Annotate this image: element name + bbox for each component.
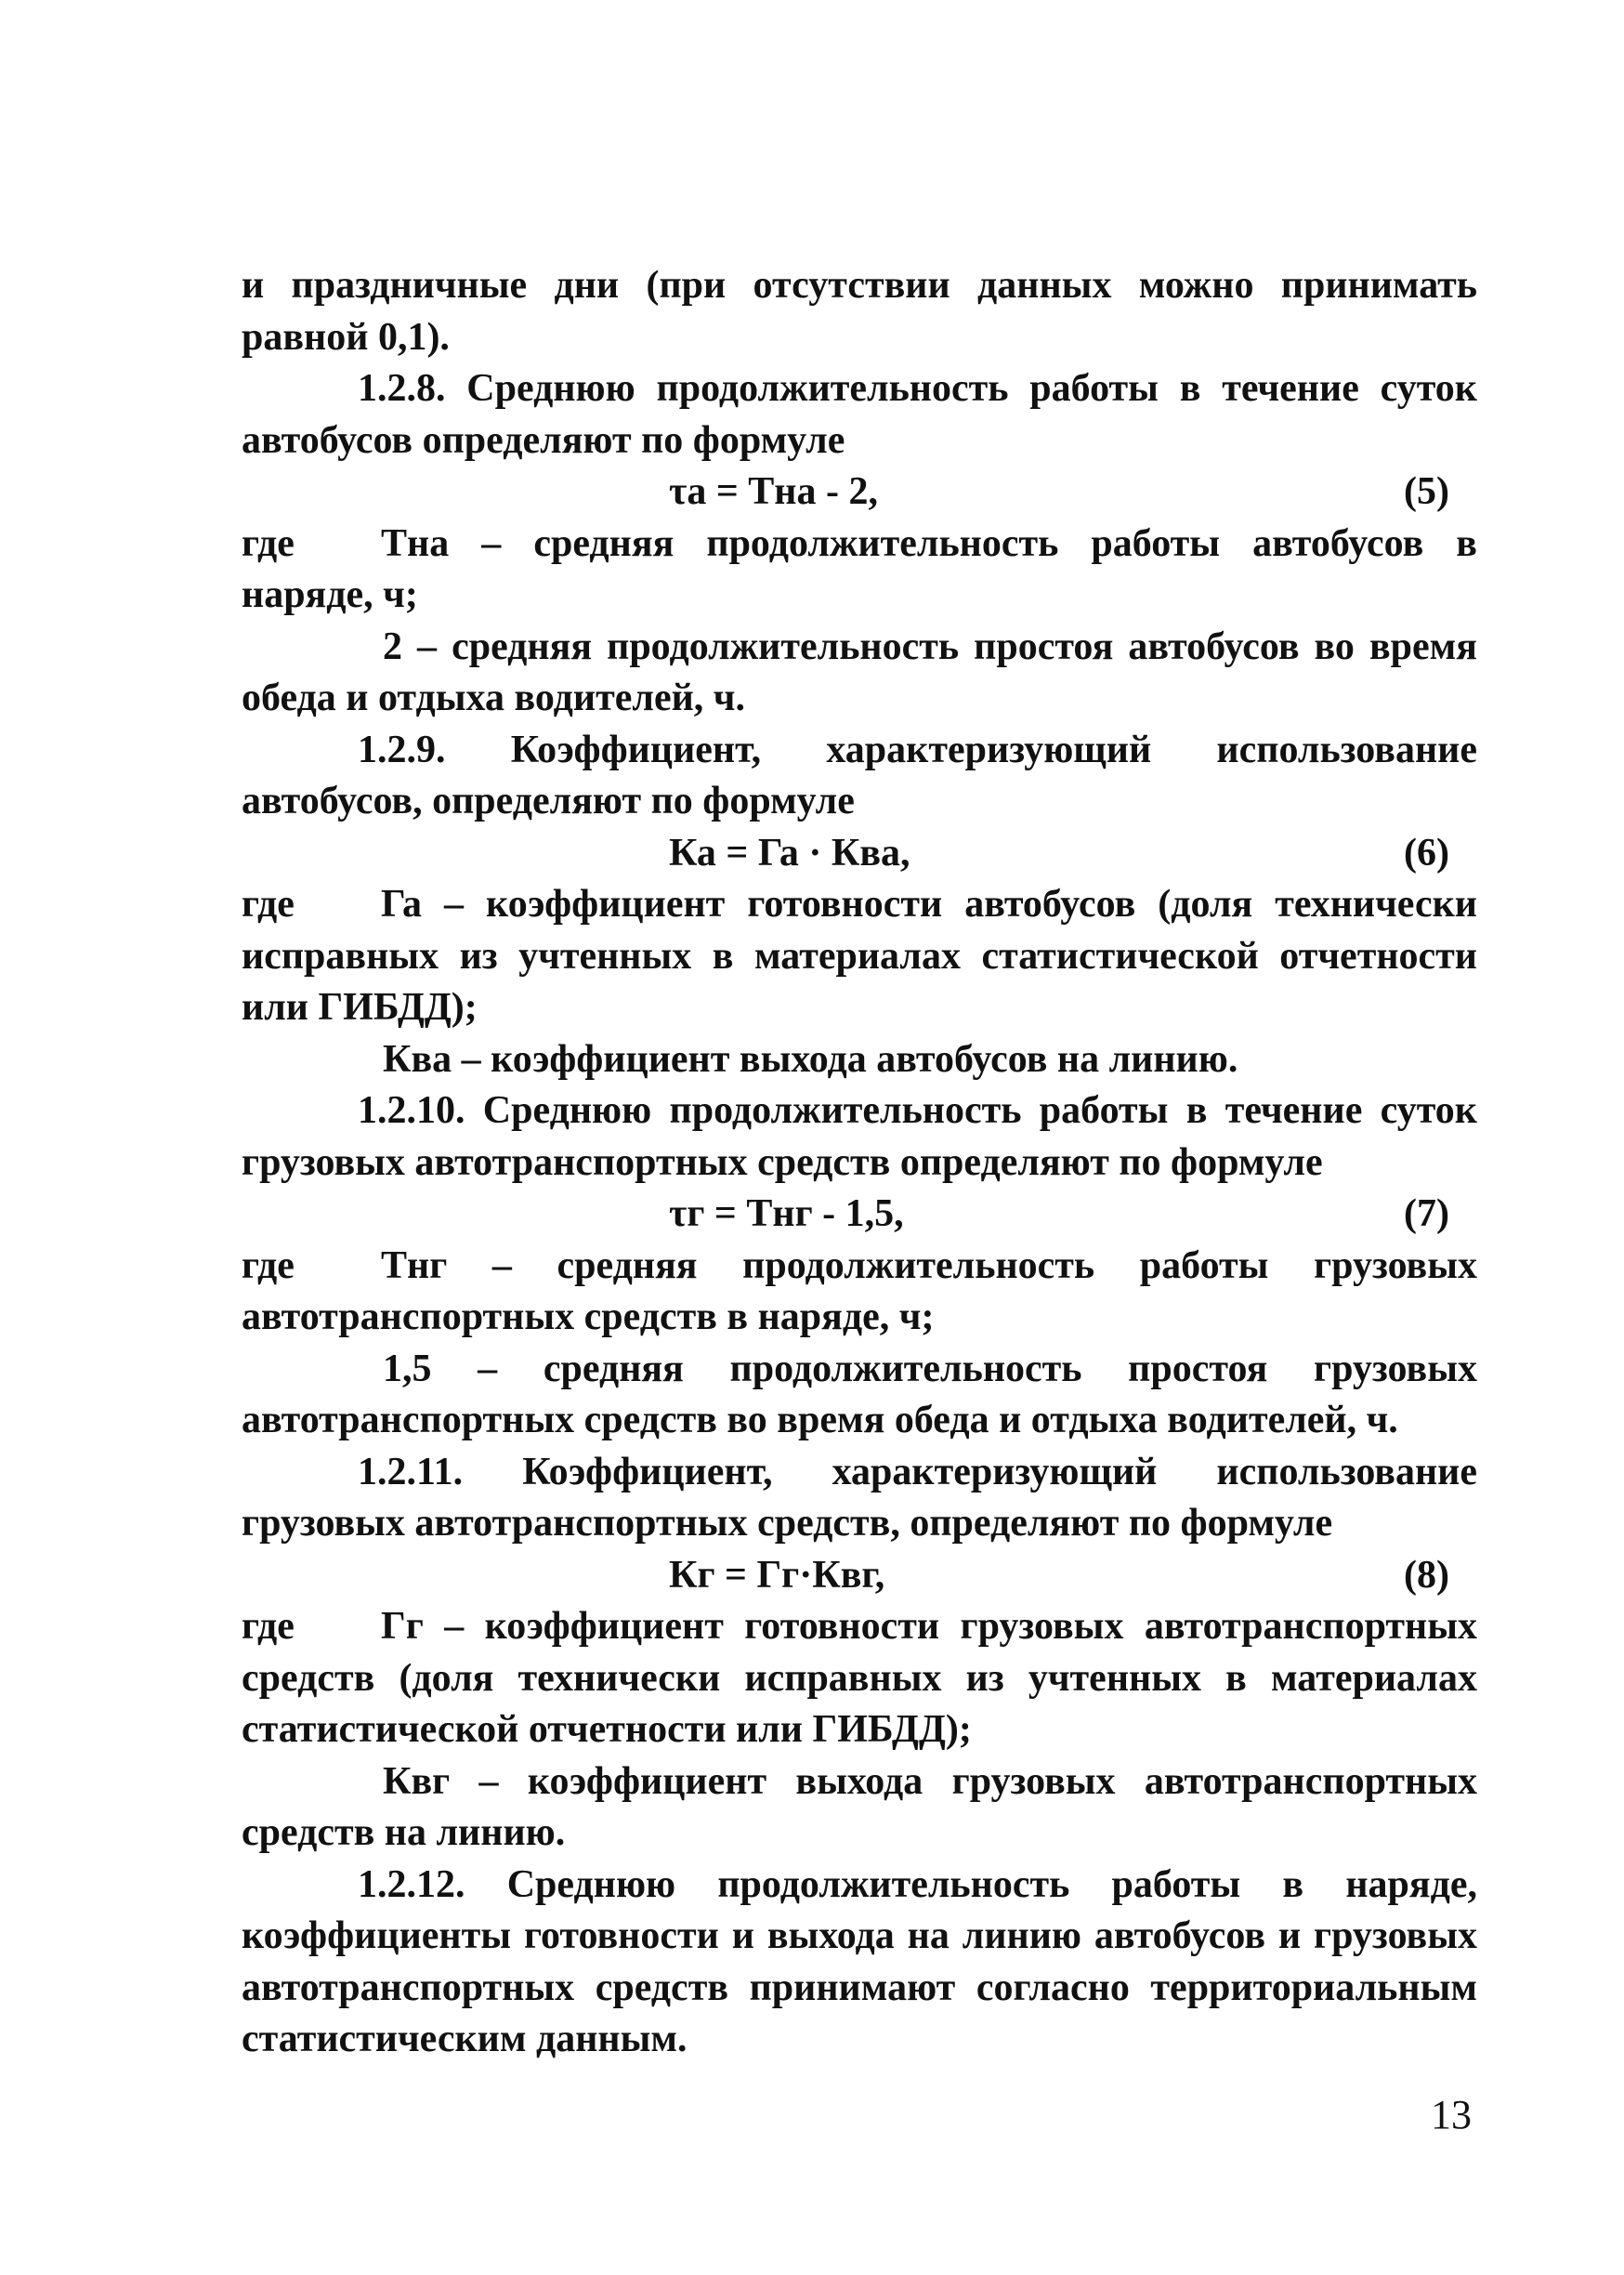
where-keyword: где xyxy=(242,521,295,565)
formula-8 xyxy=(242,1550,1477,1602)
section-1-2-10 xyxy=(242,1085,1477,1189)
text-line: автотранспортных средств в наряде, ч; xyxy=(242,1295,935,1338)
formula-number: (5) xyxy=(1404,470,1449,513)
text-line: средств на линию. xyxy=(242,1811,566,1854)
where-keyword: где xyxy=(242,1605,295,1648)
text-line: или ГИБДД); xyxy=(242,986,478,1029)
text-line: автобусов, определяют по формуле xyxy=(242,780,855,822)
section-1-2-11 xyxy=(242,1447,1477,1550)
text-line: 1.2.10. Среднюю продолжительность работы в течение суток xyxy=(358,1089,1477,1132)
text-line: автобусов определяют по формуле xyxy=(242,418,845,462)
text-line: 1.2.9. Коэффициент, характеризующий использование xyxy=(358,728,1477,771)
text-line: 2 – средняя продолжительность простоя автобусов во время xyxy=(383,625,1477,668)
text-line: грузовых автотранспортных средств, определяют по формуле xyxy=(242,1502,1333,1545)
paragraph-continuation xyxy=(242,260,1477,363)
where-keyword: где xyxy=(242,1243,295,1287)
formula-number: (6) xyxy=(1404,831,1449,874)
section-1-2-9 xyxy=(242,725,1477,828)
text-line: обеда и отдыха водителей, ч. xyxy=(242,677,745,719)
formula-expression: Ка = Га · Ква, xyxy=(669,831,910,874)
page-number: 13 xyxy=(1431,2092,1472,2137)
text-line: Квг – коэффициент выхода грузовых автотранспортных xyxy=(383,1759,1477,1803)
text-line: статистическим данным. xyxy=(242,2018,688,2060)
text-line: 1,5 – средняя продолжительность простоя грузовых xyxy=(383,1347,1477,1390)
formula-6 xyxy=(242,828,1477,880)
where-clause-8 xyxy=(242,1601,1477,1653)
text-line: и праздничные дни (при отсутствии данных можно принимать xyxy=(242,264,1477,307)
where-clause-6 xyxy=(242,879,1477,931)
text-line: Гг – коэффициент готовности грузовых автотранспортных xyxy=(381,1605,1477,1648)
text-line: статистической отчетности или ГИБДД); xyxy=(242,1708,972,1751)
text-line: автотранспортных средств принимают согласно территориальным xyxy=(242,1966,1477,2009)
text-line: грузовых автотранспортных средств определяют по формуле xyxy=(242,1140,1323,1184)
text-line: равной 0,1). xyxy=(242,315,450,359)
text-line: средств (доля технически исправных из учтенных в материалах xyxy=(242,1656,1477,1700)
text-line: 1.2.11. Коэффициент, характеризующий использование xyxy=(358,1450,1477,1493)
text-line: Ква – коэффициент выхода автобусов на линию. xyxy=(383,1037,1238,1081)
body-text xyxy=(242,260,1477,2066)
formula-7 xyxy=(242,1189,1477,1241)
text-line: наряде, ч; xyxy=(242,573,418,616)
text-line: автотранспортных средств во время обеда и отдыха водителей, ч. xyxy=(242,1399,1398,1441)
text-line: 1.2.8. Среднюю продолжительность работы в течение суток xyxy=(358,367,1477,410)
section-1-2-8 xyxy=(242,363,1477,467)
text-line: коэффициенты готовности и выхода на линию автобусов и грузовых xyxy=(242,1914,1477,1957)
formula-5 xyxy=(242,467,1477,519)
text-line: 1.2.12. Среднюю продолжительность работы в наряде, xyxy=(358,1862,1477,1906)
formula-expression: Кг = Гг·Квг, xyxy=(669,1553,885,1597)
text-line: Га – коэффициент готовности автобусов (доля технически xyxy=(381,883,1477,926)
formula-expression: τг = Тнг - 1,5, xyxy=(669,1192,904,1235)
where-clause-7 xyxy=(242,1241,1477,1293)
formula-number: (8) xyxy=(1404,1553,1449,1597)
where-clause-5 xyxy=(242,519,1477,571)
formula-number: (7) xyxy=(1404,1192,1449,1235)
where-keyword: где xyxy=(242,883,295,926)
section-1-2-12 xyxy=(242,1860,1477,2066)
text-line: Тнг – средняя продолжительность работы грузовых xyxy=(381,1243,1477,1287)
text-line: исправных из учтенных в материалах статистической отчетности xyxy=(242,934,1477,978)
formula-expression: τа = Тна - 2, xyxy=(669,470,878,513)
text-line: Тна – средняя продолжительность работы автобусов в xyxy=(381,521,1477,565)
